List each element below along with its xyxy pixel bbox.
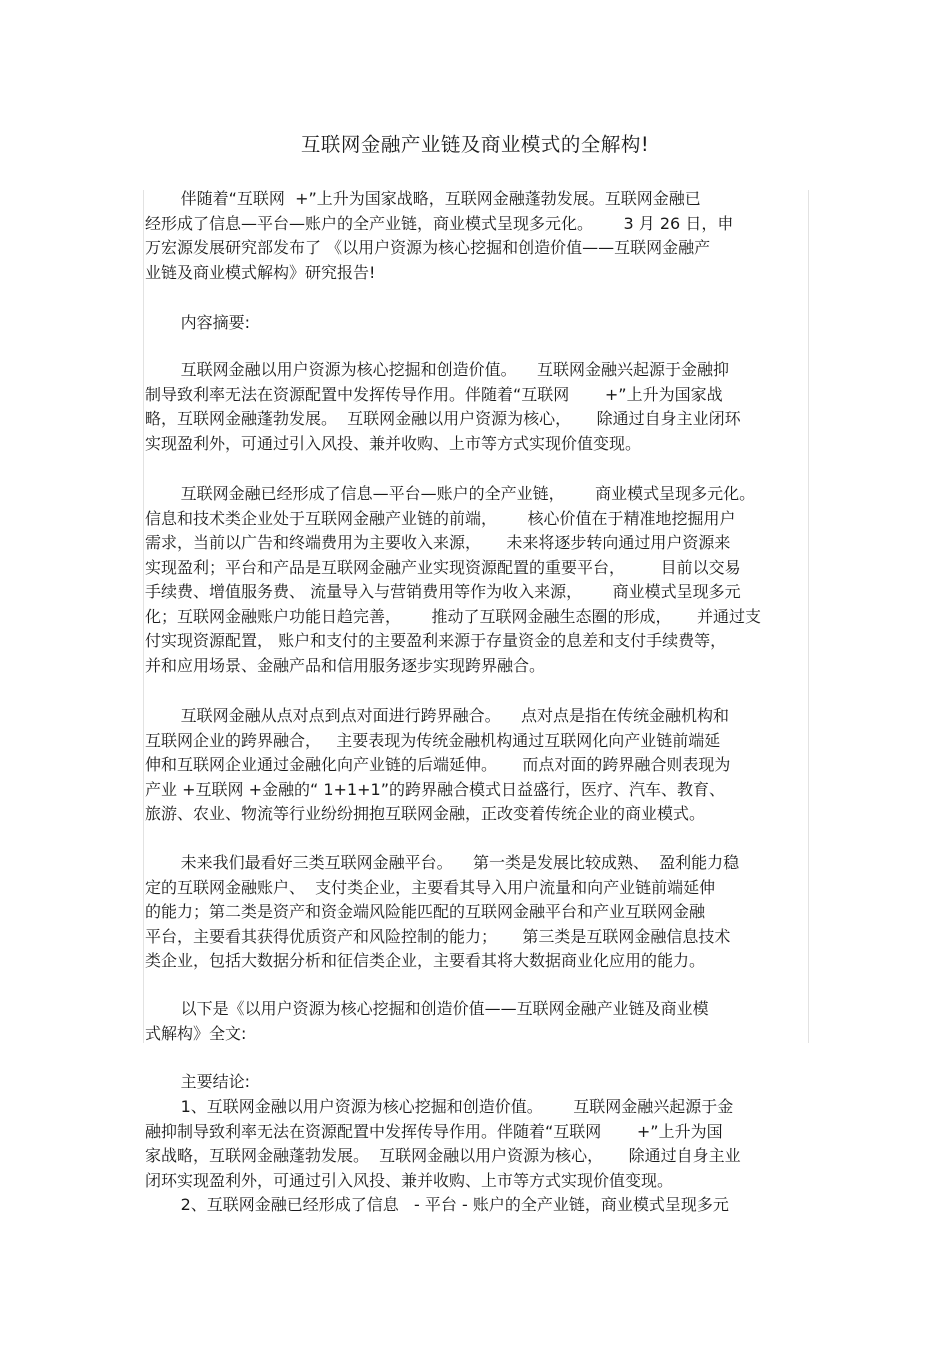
summary-heading: 内容摘要: xyxy=(145,313,250,332)
summary-paragraph-1: 互联网金融以用户资源为核心挖掘和创造价值。 互联网金融兴起源于金融抑 制导致利率无法在资源配置中发挥传导作用。伴随着“互联网 +”上升为国家战 略，互联网金融蓬勃发展。 互联网金融以用户资源为核心， 除通过自身主业闭环 实现盈利外，可通过引入风投、兼并收购、上市等方式实现价值变现。 xyxy=(145,360,741,453)
intro-paragraph: 伴随着“互联网 +”上升为国家战略，互联网金融蓬勃发展。互联网金融已 经形成了信息—平台—账户的全产业链，商业模式呈现多元化。 3 月 26 日，申 万宏源发展研究部发布了 《以用户资源为核心挖掘和创造价值——互联网金融产 业链及商业模式解构》研究报告! xyxy=(145,189,734,282)
summary-paragraph-4: 未来我们最看好三类互联网金融平台。 第一类是发展比较成熟、 盈利能力稳 定的互联网金融账户、 支付类企业，主要看其导入用户流量和向产业链前端延伸 的能力；第二类是资产和资金端风险能匹配的互联网金融平台和产业互联网金融 平台，主要看其获得优质资产和风险控制的能力； 第三类是互联网金融信息技术 类企业，包括大数据分析和征信类企业，主要看其将大数据商业化应用的能力。 xyxy=(145,853,740,970)
page-title: 互联网金融产业链及商业模式的全解构! xyxy=(300,133,650,156)
summary-paragraph-5: 以下是《以用户资源为核心挖掘和创造价值——互联网金融产业链及商业模 式解构》全文: xyxy=(145,999,709,1043)
conclusions-heading: 主要结论: xyxy=(145,1072,250,1091)
summary-paragraph-2: 互联网金融已经形成了信息—平台—账户的全产业链， 商业模式呈现多元化。 信息和技术类企业处于互联网金融产业链的前端， 核心价值在于精准地挖掘用户 需求，当前以广告和终端费用为主要收入来源， 未来将逐步转向通过用户资源来 实现盈利；平台和产品是互联网金融产业实现资源配置的重要平台， 目前以交易 手续费、增值服务费、 流量导入与营销费用等作为收入来源， 商业模式呈现多元 化；互联网金融账户功能日趋完善， 推动了互联网金融生态圈的形成， 并通过支 付实现资源配置， 账户和支付的主要盈利来源于存量资金的息差和支付手续费等， 并和应用场景、金融产品和信用服务逐步实现跨界融合。 xyxy=(145,484,761,675)
conclusion-item-2: 2、互联网金融已经形成了信息 - 平台 - 账户的全产业链，商业模式呈现多元 xyxy=(145,1195,729,1214)
conclusion-item-1: 1、互联网金融以用户资源为核心挖掘和创造价值。 互联网金融兴起源于金 融抑制导致利率无法在资源配置中发挥传导作用。伴随着“互联网 +”上升为国 家战略，互联网金融蓬勃发展。 互联网金融以用户资源为核心， 除通过自身主业 闭环实现盈利外，可通过引入风投、兼并收购、上市等方式实现价值变现。 xyxy=(145,1097,741,1190)
summary-paragraph-3: 互联网金融从点对点到点对面进行跨界融合。 点对点是指在传统金融机构和 互联网企业的跨界融合， 主要表现为传统金融机构通过互联网化向产业链前端延 伸和互联网企业通过金融化向产业链的后端延伸。 而点对面的跨界融合则表现为 产业 +互联网 +金融的“ 1+1+1”的跨界融合模式日益盛行，医疗、汽车、教育、 旅游、农业、物流等行业纷纷拥抱互联网金融，正改变着传统企业的商业模式。 xyxy=(145,706,731,823)
